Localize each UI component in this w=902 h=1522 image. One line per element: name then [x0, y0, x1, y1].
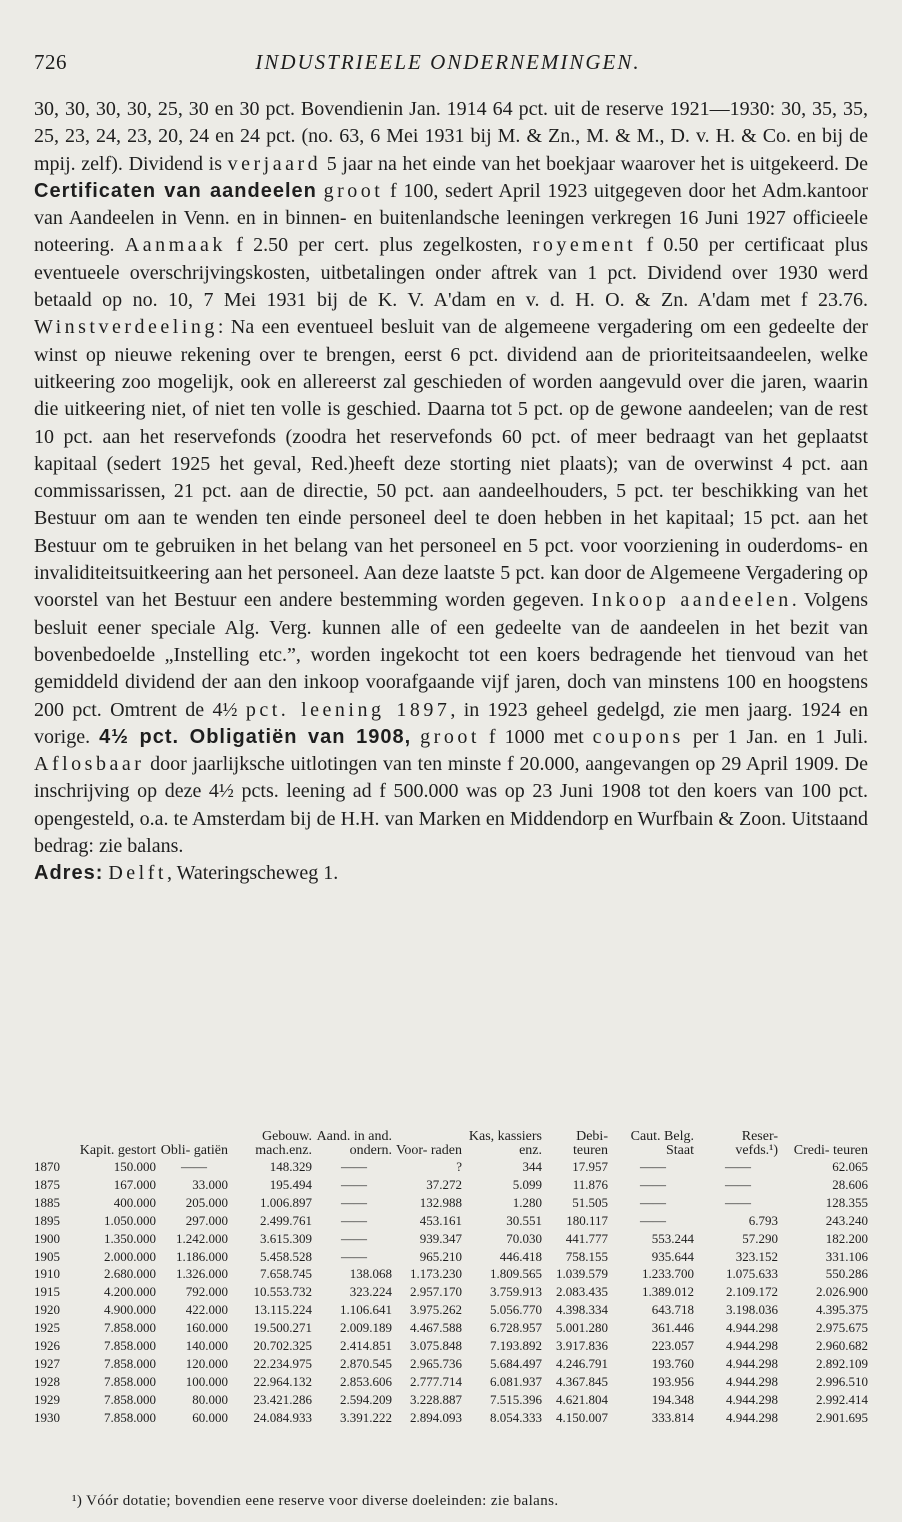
- table-row: [34, 1319, 870, 1337]
- value-cell: 5.684.497: [490, 1355, 542, 1371]
- text-run: : Na een eventueel besluit van de algemeene vergadering om een gedeelte der winst op nieuwe rekening over te brengen, eerst 6 pct. dividend aan de prioriteitsaandeelen, welke uitkeering zoo mogelijk, ook en allereerst zal geschieden of worden aangevuld over die jaren, waarin die uitkeering niet, of niet ten volle is geschied. Daarna tot 5 pct. op de gewone aandeelen; van de rest 10 pct. aan het reservefonds (zoodra het reservefonds 60 pct. of meer bedraagt van het geplaatst kapitaal (sedert 1925 het geval, Red.)heeft deze storting niet plaats); van de overwinst 4 pct. aan commissarissen, 21 pct. aan de directie, 50 pct. aan aandeelhouders, 5 pct. ter beschikking van het Bestuur om aan te wenden ten einde personeel deel te doen hebben in het kapitaal; 15 pct. aan het Bestuur om te gebruiken in het belang van het personeel en 5 pct. voor voorziening in ouderdoms- en invaliditeitsuitkeering aan het personeel. Aan deze laatste 5 pct. kan door de Algemeene Vergadering op voorstel van het Bestuur een andere bestemming worden gegeven.: [34, 316, 868, 612]
- value-cell: 5.001.280: [556, 1320, 608, 1336]
- value-cell: 11.876: [572, 1176, 608, 1192]
- value-cell: 182.200: [825, 1230, 868, 1246]
- address-label: Adres:: [34, 862, 104, 885]
- value-cell: 935.644: [651, 1248, 694, 1264]
- value-cell: 939.347: [419, 1230, 462, 1246]
- value-cell: 7.858.000: [104, 1338, 156, 1354]
- table-row: [34, 1212, 870, 1230]
- value-cell: 8.054.333: [490, 1409, 542, 1425]
- value-cell: 2.975.675: [816, 1320, 868, 1336]
- value-cell: 10.553.732: [253, 1284, 312, 1300]
- running-title: INDUSTRIEELE ONDERNEMINGEN.: [255, 50, 641, 74]
- value-cell: 33.000: [192, 1176, 228, 1192]
- text-run: [411, 726, 420, 748]
- value-cell: 80.000: [192, 1391, 228, 1407]
- value-cell: ——: [640, 1194, 666, 1210]
- spaced-term: Winstverdeeling: [34, 316, 218, 339]
- value-cell: 2.892.109: [816, 1355, 868, 1371]
- value-cell: 194.348: [651, 1391, 694, 1407]
- value-cell: 400.000: [113, 1194, 156, 1210]
- text-run: f 100, sedert April 1923 uitgegeven door het Adm.kantoor van Aandeelen in Venn. en in binnen- en buitenlandsche leeningen verkregen 16 Juni 1927 officieele noteering.: [34, 179, 868, 257]
- value-cell: 7.658.745: [260, 1266, 312, 1282]
- value-cell: 2.594.209: [340, 1391, 392, 1407]
- value-cell: 453.161: [419, 1212, 462, 1228]
- value-cell: ——: [725, 1159, 751, 1174]
- column-header: Aand. in and. ondern.: [316, 1129, 392, 1158]
- value-cell: ——: [341, 1212, 367, 1228]
- value-cell: 550.286: [825, 1266, 868, 1282]
- value-cell: 3.391.222: [340, 1409, 392, 1425]
- body-text: [34, 96, 868, 888]
- value-cell: 333.814: [651, 1409, 694, 1425]
- value-cell: 150.000: [113, 1159, 156, 1174]
- value-cell: 7.858.000: [104, 1409, 156, 1425]
- column-header: Credi- teuren: [793, 1143, 868, 1158]
- value-cell: 120.000: [185, 1355, 228, 1371]
- value-cell: 19.500.271: [253, 1320, 312, 1336]
- value-cell: 441.777: [565, 1230, 608, 1246]
- value-cell: 1.106.641: [340, 1302, 392, 1318]
- value-cell: 3.198.036: [726, 1302, 778, 1318]
- value-cell: 361.446: [651, 1320, 694, 1336]
- year-cell: 1875: [34, 1176, 60, 1192]
- text-run: f 1000 met: [479, 725, 593, 748]
- value-cell: 2.009.189: [340, 1320, 392, 1336]
- table-row: [34, 1391, 870, 1409]
- value-cell: 3.228.887: [410, 1391, 462, 1407]
- value-cell: ——: [341, 1176, 367, 1192]
- value-cell: 4.367.845: [556, 1373, 608, 1389]
- value-cell: 5.458.528: [260, 1248, 312, 1264]
- text-run: f 2.50 per cert. plus zegelkosten,: [225, 234, 533, 257]
- value-cell: ——: [725, 1176, 751, 1192]
- value-cell: 3.759.913: [490, 1284, 542, 1300]
- value-cell: 643.718: [651, 1302, 694, 1318]
- value-cell: 344: [522, 1159, 542, 1174]
- table-row: [34, 1230, 870, 1248]
- spaced-term: Aanmaak: [124, 234, 226, 257]
- value-cell: 2.499.761: [260, 1212, 312, 1228]
- address-line: [34, 860, 868, 887]
- spaced-term: verjaard: [227, 152, 322, 175]
- value-cell: 193.760: [651, 1355, 694, 1371]
- address-city: Delft: [108, 862, 167, 885]
- value-cell: 4.200.000: [104, 1284, 156, 1300]
- value-cell: ——: [341, 1159, 367, 1174]
- value-cell: ——: [640, 1159, 666, 1174]
- value-cell: 3.917.836: [556, 1338, 608, 1354]
- value-cell: 6.728.957: [490, 1320, 542, 1336]
- value-cell: 7.858.000: [104, 1391, 156, 1407]
- column-header: Debi- teuren: [573, 1129, 608, 1158]
- value-cell: ——: [341, 1230, 367, 1246]
- table-row: [34, 1265, 870, 1283]
- value-cell: 1.242.000: [176, 1230, 228, 1246]
- value-cell: 2.901.695: [816, 1409, 868, 1425]
- value-cell: 965.210: [419, 1248, 462, 1264]
- value-cell: 140.000: [185, 1338, 228, 1354]
- value-cell: 22.964.132: [253, 1373, 312, 1389]
- value-cell: 7.515.396: [490, 1391, 542, 1407]
- column-header: Reser- vefds.¹): [735, 1129, 778, 1158]
- value-cell: 6.793: [748, 1212, 778, 1228]
- value-cell: ——: [341, 1194, 367, 1210]
- value-cell: 2.957.170: [410, 1284, 462, 1300]
- value-cell: ——: [341, 1248, 367, 1264]
- value-cell: 4.944.298: [726, 1338, 778, 1354]
- section-heading: Certificaten van aandeelen: [34, 179, 317, 202]
- footnote: ¹) Vóór dotatie; bovendien eene reserve voor diverse doeleinden: zie balans.: [72, 1493, 559, 1509]
- value-cell: 323.152: [735, 1248, 778, 1264]
- value-cell: 2.894.093: [410, 1409, 462, 1425]
- table-header-row: [34, 1130, 870, 1158]
- text-run: [317, 180, 324, 202]
- value-cell: 180.117: [566, 1212, 608, 1228]
- value-cell: 2.414.851: [340, 1338, 392, 1354]
- spaced-term: groot: [323, 179, 384, 202]
- value-cell: 422.000: [185, 1302, 228, 1318]
- year-cell: 1929: [34, 1391, 60, 1407]
- page-number: 726: [34, 50, 67, 74]
- value-cell: 2.960.682: [816, 1338, 868, 1354]
- year-cell: 1927: [34, 1355, 60, 1371]
- value-cell: 22.234.975: [253, 1355, 312, 1371]
- value-cell: 1.809.565: [490, 1266, 542, 1282]
- column-header: Gebouw. mach.enz.: [255, 1129, 312, 1158]
- value-cell: 148.329: [269, 1159, 312, 1174]
- year-cell: 1930: [34, 1409, 60, 1425]
- value-cell: 4.944.298: [726, 1391, 778, 1407]
- value-cell: 1.006.897: [260, 1194, 312, 1210]
- value-cell: 193.956: [651, 1373, 694, 1389]
- value-cell: 7.193.892: [490, 1338, 542, 1354]
- value-cell: 57.290: [742, 1230, 778, 1246]
- spaced-term: Inkoop aandeelen: [591, 589, 792, 612]
- value-cell: 323.224: [349, 1284, 392, 1300]
- text-run: door jaarlijksche uitlotingen van ten minste f 20.000, aangevangen op 29 April 1909. De inschrijving op deze 4½ pcts. leening ad f 500.000 was op 23 Juni 1908 tot den koers van 100 pct. opengesteld, o.a. te Amsterdam bij de H.H. van Marken en Middendorp en Wurfbain & Zoon. Uitstaand bedrag: zie balans.: [34, 753, 868, 858]
- value-cell: 1.173.230: [410, 1266, 462, 1282]
- table-row: [34, 1283, 870, 1301]
- spaced-term: pct. leening 1897: [245, 698, 451, 721]
- value-cell: 24.084.933: [253, 1409, 312, 1425]
- value-cell: 1.389.012: [642, 1284, 694, 1300]
- year-cell: 1905: [34, 1248, 60, 1264]
- value-cell: 1.050.000: [104, 1212, 156, 1228]
- value-cell: 3.075.848: [410, 1338, 462, 1354]
- year-cell: 1915: [34, 1284, 60, 1300]
- value-cell: 6.081.937: [490, 1373, 542, 1389]
- spaced-term: coupons: [592, 725, 684, 748]
- year-cell: 1895: [34, 1212, 60, 1228]
- value-cell: 7.858.000: [104, 1320, 156, 1336]
- value-cell: 4.944.298: [726, 1320, 778, 1336]
- table-row: [34, 1409, 870, 1427]
- value-cell: 7.858.000: [104, 1373, 156, 1389]
- table-row: [34, 1194, 870, 1212]
- spaced-term: groot: [420, 725, 480, 748]
- value-cell: 243.240: [825, 1212, 868, 1228]
- year-cell: 1870: [34, 1159, 60, 1174]
- value-cell: 51.505: [572, 1194, 608, 1210]
- main-paragraph: [34, 96, 868, 860]
- value-cell: 13.115.224: [253, 1302, 312, 1318]
- year-cell: 1925: [34, 1320, 60, 1336]
- column-header: Kas, kassiers enz.: [468, 1129, 542, 1158]
- column-header: [34, 1130, 74, 1158]
- text-run: 30, 30, 30, 30, 25, 30 en 30 pct. Bovendienin Jan. 1914 64 pct. uit de reserve 1921—1930: 30, 35, 35, 25, 23, 24, 23, 20, 24 en 24 pct. (no. 63, 6 Mei 1931 bij M. & Zn., M. & M., D. v. H. & Co. en bij de mpij. zelf). Dividend is: [34, 98, 868, 175]
- section-heading: 4½ pct. Obligatiën van 1908,: [99, 725, 412, 748]
- value-cell: ——: [725, 1194, 751, 1210]
- value-cell: 37.272: [426, 1176, 462, 1192]
- value-cell: 2.026.900: [816, 1284, 868, 1300]
- value-cell: 3.615.309: [260, 1230, 312, 1246]
- value-cell: 2.000.000: [104, 1248, 156, 1264]
- value-cell: 1.280: [512, 1194, 542, 1210]
- table-body: [34, 1158, 870, 1427]
- value-cell: 20.702.325: [253, 1338, 312, 1354]
- year-cell: 1928: [34, 1373, 60, 1389]
- value-cell: 553.244: [651, 1230, 694, 1246]
- value-cell: 17.957: [572, 1159, 608, 1174]
- value-cell: 5.056.770: [490, 1302, 542, 1318]
- value-cell: 60.000: [192, 1409, 228, 1425]
- value-cell: 4.246.791: [556, 1355, 608, 1371]
- value-cell: 1.233.700: [642, 1266, 694, 1282]
- text-run: . Volgens besluit eener speciale Alg. Verg. kunnen alle of een gedeelte van de aandeelen in het bezit van bovenbedoelde „Instelling etc.”, worden ingekocht tot een koers bedragende het tienvoud van het gemiddeld dividend der aan den inkoop voorafgaande vijf jaren, doch van minstens 100 en hoogstens 200 pct. Omtrent de 4½: [34, 589, 868, 721]
- value-cell: 2.870.545: [340, 1355, 392, 1371]
- table-row: [34, 1337, 870, 1355]
- table-row: [34, 1301, 870, 1319]
- table-header: [34, 1130, 870, 1158]
- value-cell: 223.057: [651, 1338, 694, 1354]
- value-cell: 132.988: [419, 1194, 462, 1210]
- value-cell: 331.106: [825, 1248, 868, 1264]
- value-cell: 4.944.298: [726, 1373, 778, 1389]
- value-cell: 2.996.510: [816, 1373, 868, 1389]
- text-run: 5 jaar na het einde van het boekjaar waarover het is uitgekeerd. De: [321, 152, 868, 175]
- column-header: Caut. Belg. Staat: [630, 1129, 694, 1158]
- value-cell: 2.083.435: [556, 1284, 608, 1300]
- value-cell: 1.075.633: [726, 1266, 778, 1282]
- value-cell: 128.355: [825, 1194, 868, 1210]
- value-cell: 4.944.298: [726, 1355, 778, 1371]
- spaced-term: Aflosbaar: [34, 753, 145, 776]
- value-cell: 4.395.375: [816, 1302, 868, 1318]
- value-cell: 1.039.579: [556, 1266, 608, 1282]
- value-cell: 446.418: [499, 1248, 542, 1264]
- value-cell: 4.621.804: [556, 1391, 608, 1407]
- text-run: per 1 Jan. en 1 Juli.: [683, 725, 868, 748]
- value-cell: 4.398.334: [556, 1302, 608, 1318]
- table-row: [34, 1176, 870, 1194]
- value-cell: 7.858.000: [104, 1355, 156, 1371]
- year-cell: 1920: [34, 1302, 60, 1318]
- year-cell: 1910: [34, 1266, 60, 1282]
- value-cell: ?: [456, 1159, 462, 1174]
- value-cell: 30.551: [506, 1212, 542, 1228]
- value-cell: 2.680.000: [104, 1266, 156, 1282]
- table-row: [34, 1373, 870, 1391]
- value-cell: 2.777.714: [410, 1373, 462, 1389]
- value-cell: ——: [181, 1159, 207, 1174]
- financial-table: [34, 1130, 870, 1427]
- year-cell: 1926: [34, 1338, 60, 1354]
- value-cell: 2.853.606: [340, 1373, 392, 1389]
- value-cell: 100.000: [185, 1373, 228, 1389]
- value-cell: 4.150.007: [556, 1409, 608, 1425]
- value-cell: ——: [640, 1176, 666, 1192]
- column-header: Voor- raden: [396, 1143, 462, 1158]
- value-cell: 4.467.588: [410, 1320, 462, 1336]
- column-header: Kapit. gestort: [79, 1143, 156, 1158]
- value-cell: 758.155: [565, 1248, 608, 1264]
- address-street: , Wateringscheweg 1.: [166, 862, 339, 885]
- value-cell: 62.065: [832, 1159, 868, 1174]
- spaced-term: royement: [532, 234, 637, 257]
- value-cell: 138.068: [349, 1266, 392, 1282]
- text-run: , in 1923 geheel gedelgd, zie men jaarg. 1924 en vorige.: [34, 698, 868, 748]
- text-run: f 0.50 per certificaat plus eventueele overschrijvingskosten, uitbetalingen onder aftrek van 1 pct. Dividend over 1930 werd betaald op no. 10, 7 Mei 1931 bij de K. V. A'dam en v. d. H. O. & Zn. A'dam met f 23.76.: [34, 234, 868, 312]
- value-cell: 23.421.286: [253, 1391, 312, 1407]
- page-header: [34, 50, 862, 84]
- value-cell: 2.965.736: [410, 1355, 462, 1371]
- value-cell: 1.326.000: [176, 1266, 228, 1282]
- table-row: [34, 1158, 870, 1176]
- table-row: [34, 1248, 870, 1266]
- year-cell: 1900: [34, 1230, 60, 1246]
- value-cell: 160.000: [185, 1320, 228, 1336]
- value-cell: 5.099: [512, 1176, 542, 1192]
- column-header: Obli- gatiën: [160, 1143, 228, 1158]
- value-cell: 205.000: [185, 1194, 228, 1210]
- value-cell: 195.494: [269, 1176, 312, 1192]
- value-cell: 28.606: [832, 1176, 868, 1192]
- year-cell: 1885: [34, 1194, 60, 1210]
- value-cell: 792.000: [185, 1284, 228, 1300]
- value-cell: 4.944.298: [726, 1409, 778, 1425]
- value-cell: 4.900.000: [104, 1302, 156, 1318]
- table-row: [34, 1355, 870, 1373]
- value-cell: 297.000: [185, 1212, 228, 1228]
- value-cell: 2.992.414: [816, 1391, 868, 1407]
- value-cell: 1.186.000: [176, 1248, 228, 1264]
- value-cell: 1.350.000: [104, 1230, 156, 1246]
- value-cell: ——: [640, 1212, 666, 1228]
- value-cell: 167.000: [113, 1176, 156, 1192]
- value-cell: 3.975.262: [410, 1302, 462, 1318]
- value-cell: 2.109.172: [726, 1284, 778, 1300]
- value-cell: 70.030: [506, 1230, 542, 1246]
